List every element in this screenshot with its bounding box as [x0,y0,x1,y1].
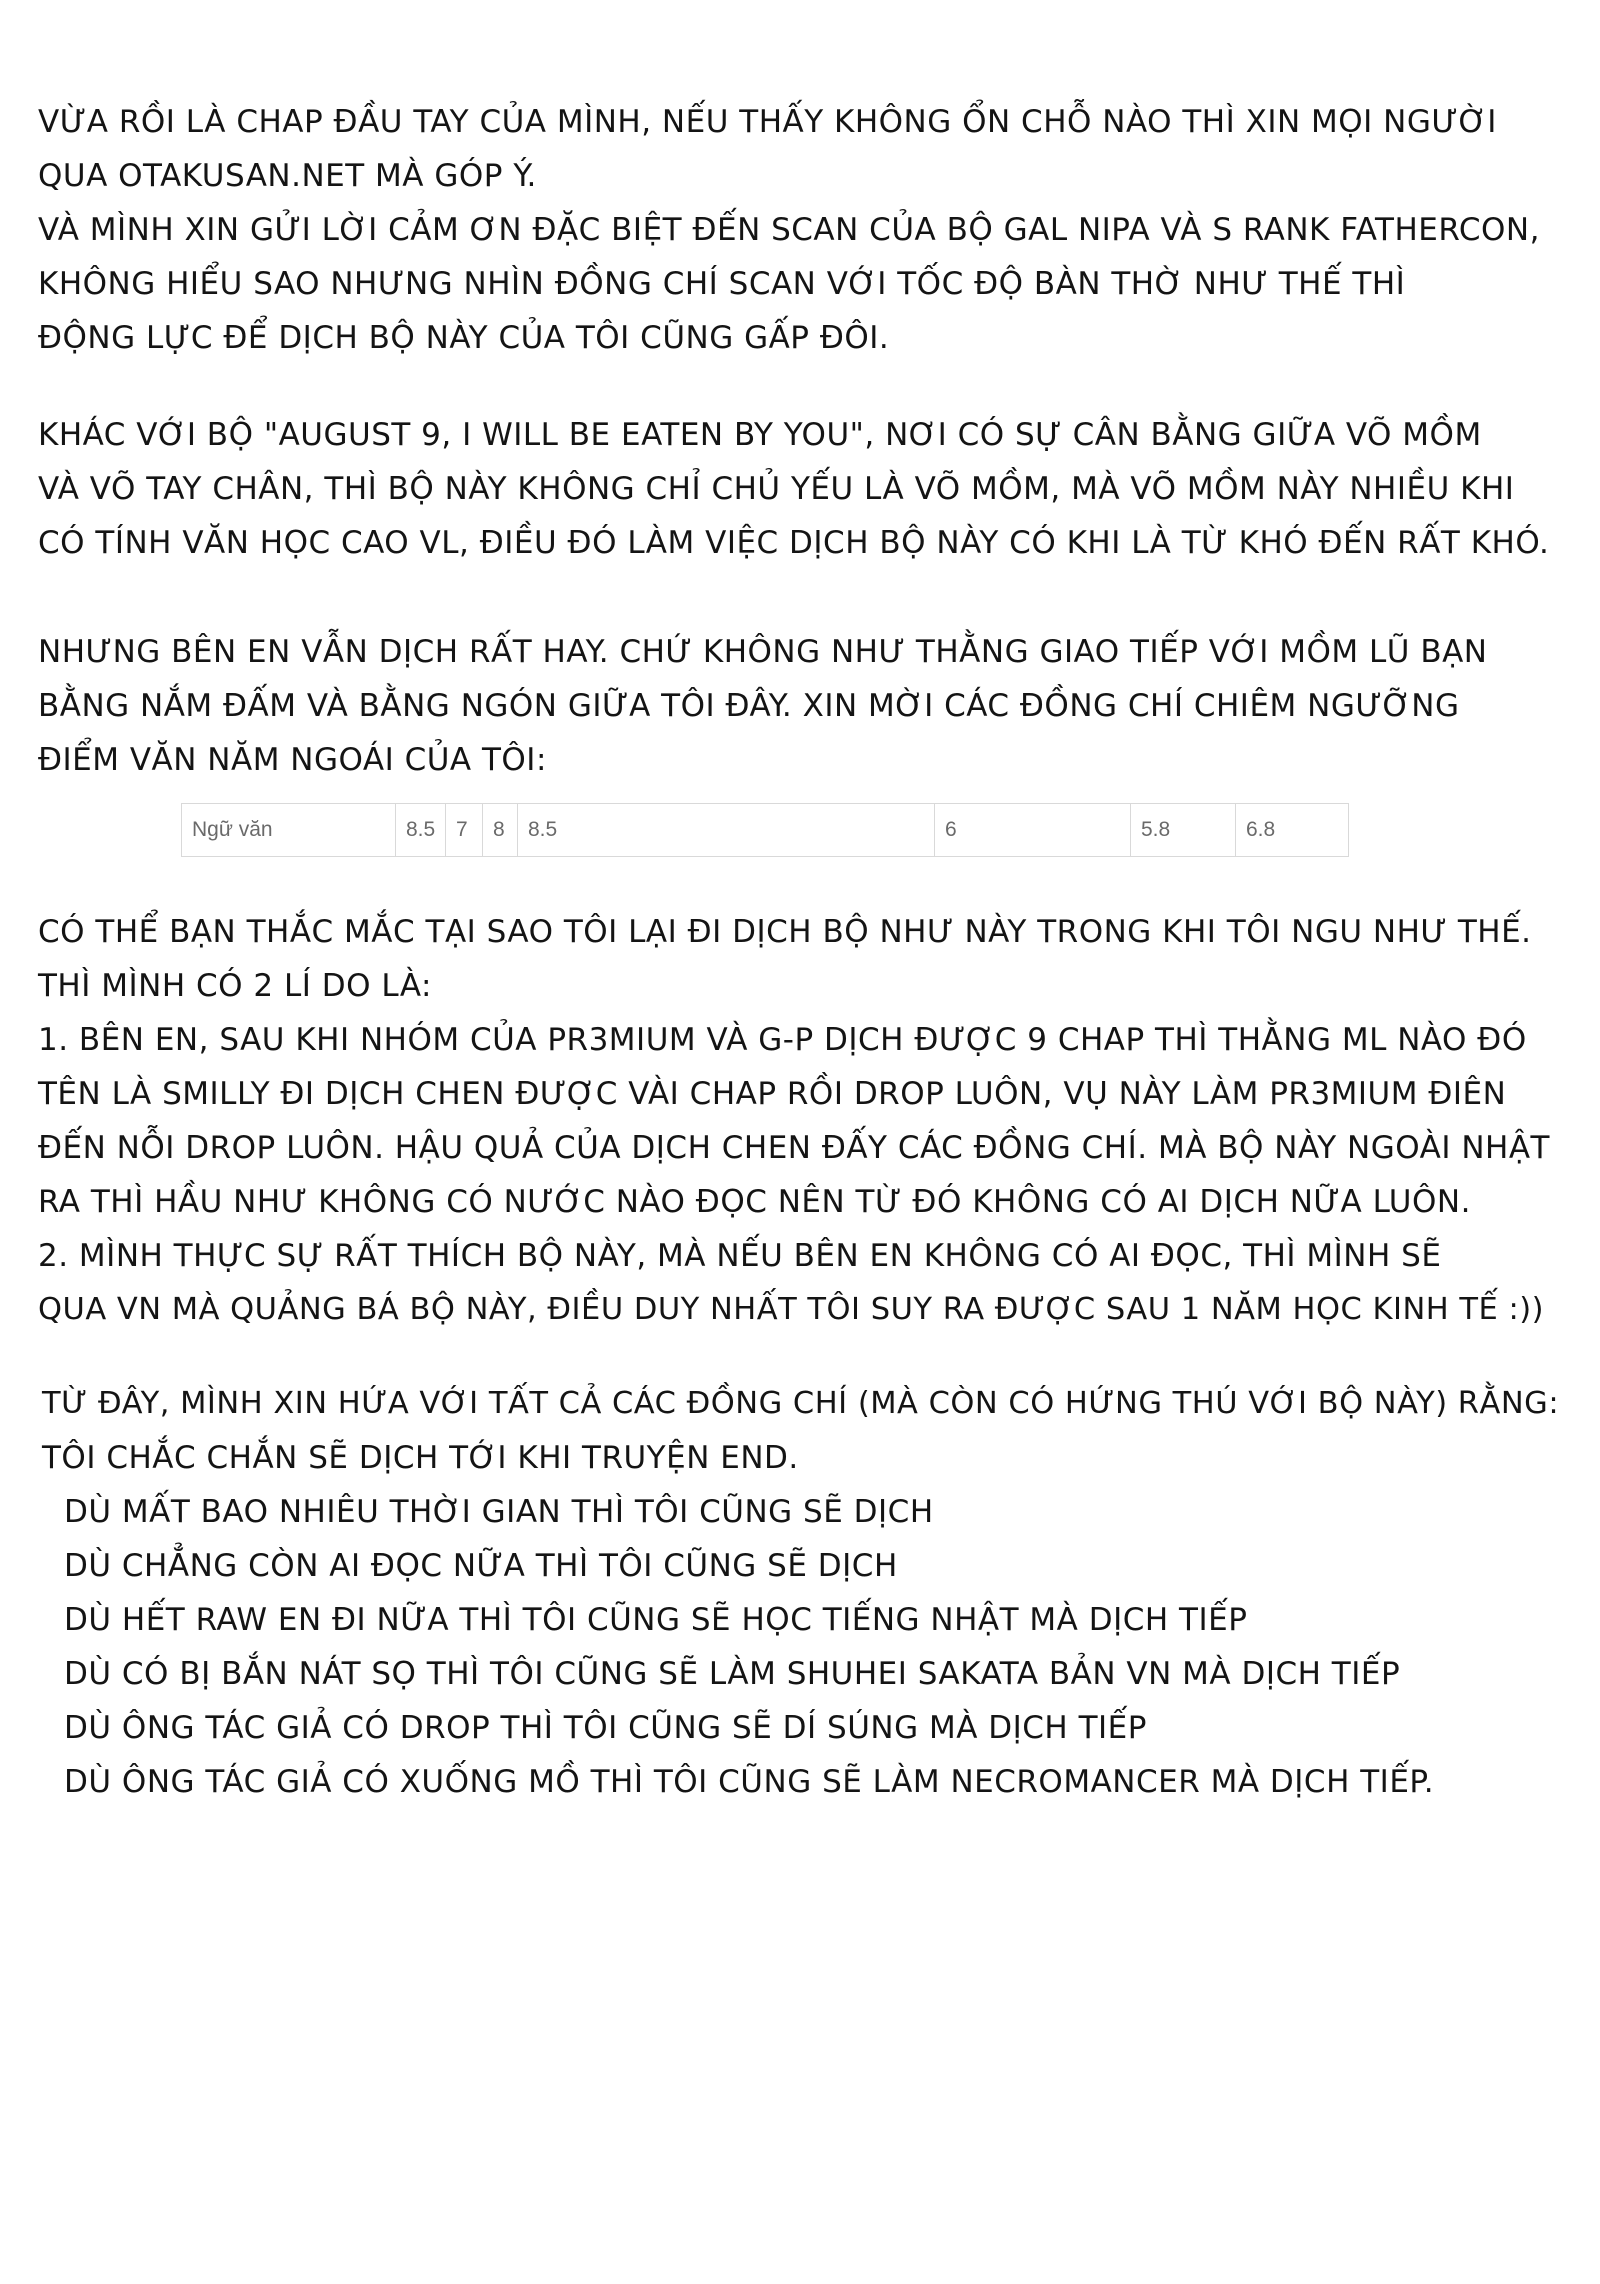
text-line: DÙ CÓ BỊ BẮN NÁT SỌ THÌ TÔI CŨNG SẼ LÀM SHUHEI SAKATA BẢN VN MÀ DỊCH TIẾP [64,1656,1401,1692]
grade-table [181,803,1349,857]
text-line: ĐẾN NỖI DROP LUÔN. HẬU QUẢ CỦA DỊCH CHEN ĐẤY CÁC ĐỒNG CHÍ. MÀ BỘ NÀY NGOÀI NHẬT [38,1130,1550,1166]
text-line: DÙ ÔNG TÁC GIẢ CÓ XUỐNG MỒ THÌ TÔI CŨNG SẼ LÀM NECROMANCER MÀ DỊCH TIẾP. [64,1764,1435,1800]
text-line: TÊN LÀ SMILLY ĐI DỊCH CHEN ĐƯỢC VÀI CHAP RỒI DROP LUÔN, VỤ NÀY LÀM PR3MIUM ĐIÊN [38,1076,1507,1112]
text-line: CÓ TÍNH VĂN HỌC CAO VL, ĐIỀU ĐÓ LÀM VIỆC DỊCH BỘ NÀY CÓ KHI LÀ TỪ KHÓ ĐẾN RẤT KHÓ. [38,525,1550,561]
text-line: ĐỘNG LỰC ĐỂ DỊCH BỘ NÀY CỦA TÔI CŨNG GẤP ĐÔI. [38,320,890,356]
text-line: DÙ CHẲNG CÒN AI ĐỌC NỮA THÌ TÔI CŨNG SẼ DỊCH [64,1548,898,1584]
text-line: DÙ HẾT RAW EN ĐI NỮA THÌ TÔI CŨNG SẼ HỌC TIẾNG NHẬT MÀ DỊCH TIẾP [64,1602,1248,1638]
text-line: QUA OTAKUSAN.NET MÀ GÓP Ý. [38,158,537,194]
text-line: THÌ MÌNH CÓ 2 LÍ DO LÀ: [38,968,432,1004]
grade-score-cell: 6.8 [1235,804,1348,856]
text-line: DÙ ÔNG TÁC GIẢ CÓ DROP THÌ TÔI CŨNG SẼ DÍ SÚNG MÀ DỊCH TIẾP [64,1710,1147,1746]
text-line: VỪA RỒI LÀ CHAP ĐẦU TAY CỦA MÌNH, NẾU THẤY KHÔNG ỔN CHỖ NÀO THÌ XIN MỌI NGƯỜI [38,104,1497,140]
grade-score-cell: 6 [934,804,1130,856]
text-line: RA THÌ HẦU NHƯ KHÔNG CÓ NƯỚC NÀO ĐỌC NÊN TỪ ĐÓ KHÔNG CÓ AI DỊCH NỮA LUÔN. [38,1184,1471,1220]
text-line: TỪ ĐÂY, MÌNH XIN HỨA VỚI TẤT CẢ CÁC ĐỒNG CHÍ (MÀ CÒN CÓ HỨNG THÚ VỚI BỘ NÀY) RẰNG: [42,1386,1560,1421]
grade-score-cell: 8.5 [395,804,445,856]
grade-score-cell: 7 [445,804,482,856]
text-line: BẰNG NẮM ĐẤM VÀ BẰNG NGÓN GIỮA TÔI ĐÂY. XIN MỜI CÁC ĐỒNG CHÍ CHIÊM NGƯỠNG [38,688,1460,724]
text-line: 1. BÊN EN, SAU KHI NHÓM CỦA PR3MIUM VÀ G-P DỊCH ĐƯỢC 9 CHAP THÌ THẰNG ML NÀO ĐÓ [38,1022,1527,1058]
text-line: KHÔNG HIỂU SAO NHƯNG NHÌN ĐỒNG CHÍ SCAN VỚI TỐC ĐỘ BÀN THỜ NHƯ THẾ THÌ [38,266,1406,302]
grade-subject-cell: Ngữ văn [192,818,273,841]
text-line: CÓ THỂ BẠN THẮC MẮC TẠI SAO TÔI LẠI ĐI DỊCH BỘ NHƯ NÀY TRONG KHI TÔI NGU NHƯ THẾ. [38,914,1532,950]
text-line: NHƯNG BÊN EN VẪN DỊCH RẤT HAY. CHỨ KHÔNG NHƯ THẰNG GIAO TIẾP VỚI MỒM LŨ BẠN [38,634,1488,670]
text-line: TÔI CHẮC CHẮN SẼ DỊCH TỚI KHI TRUYỆN END. [42,1440,799,1476]
text-line: 2. MÌNH THỰC SỰ RẤT THÍCH BỘ NÀY, MÀ NẾU BÊN EN KHÔNG CÓ AI ĐỌC, THÌ MÌNH SẼ [38,1238,1442,1274]
text-line: KHÁC VỚI BỘ "AUGUST 9, I WILL BE EATEN BY YOU", NƠI CÓ SỰ CÂN BẰNG GIỮA VÕ MỒM [38,417,1482,453]
text-line: VÀ MÌNH XIN GỬI LỜI CẢM ƠN ĐẶC BIỆT ĐẾN SCAN CỦA BỘ GAL NIPA VÀ S RANK FATHERCON, [38,212,1540,248]
grade-score-cell: 8 [482,804,517,856]
grade-score-cell: 8.5 [517,804,934,856]
grade-score-cell: 5.8 [1130,804,1235,856]
text-line: QUA VN MÀ QUẢNG BÁ BỘ NÀY, ĐIỀU DUY NHẤT TÔI SUY RA ĐƯỢC SAU 1 NĂM HỌC KINH TẾ :)) [38,1292,1545,1327]
text-line: ĐIỂM VĂN NĂM NGOÁI CỦA TÔI: [38,742,547,778]
text-line: VÀ VÕ TAY CHÂN, THÌ BỘ NÀY KHÔNG CHỈ CHỦ YẾU LÀ VÕ MỒM, MÀ VÕ MỒM NÀY NHIỀU KHI [38,471,1515,507]
text-line: DÙ MẤT BAO NHIÊU THỜI GIAN THÌ TÔI CŨNG SẼ DỊCH [64,1494,934,1530]
